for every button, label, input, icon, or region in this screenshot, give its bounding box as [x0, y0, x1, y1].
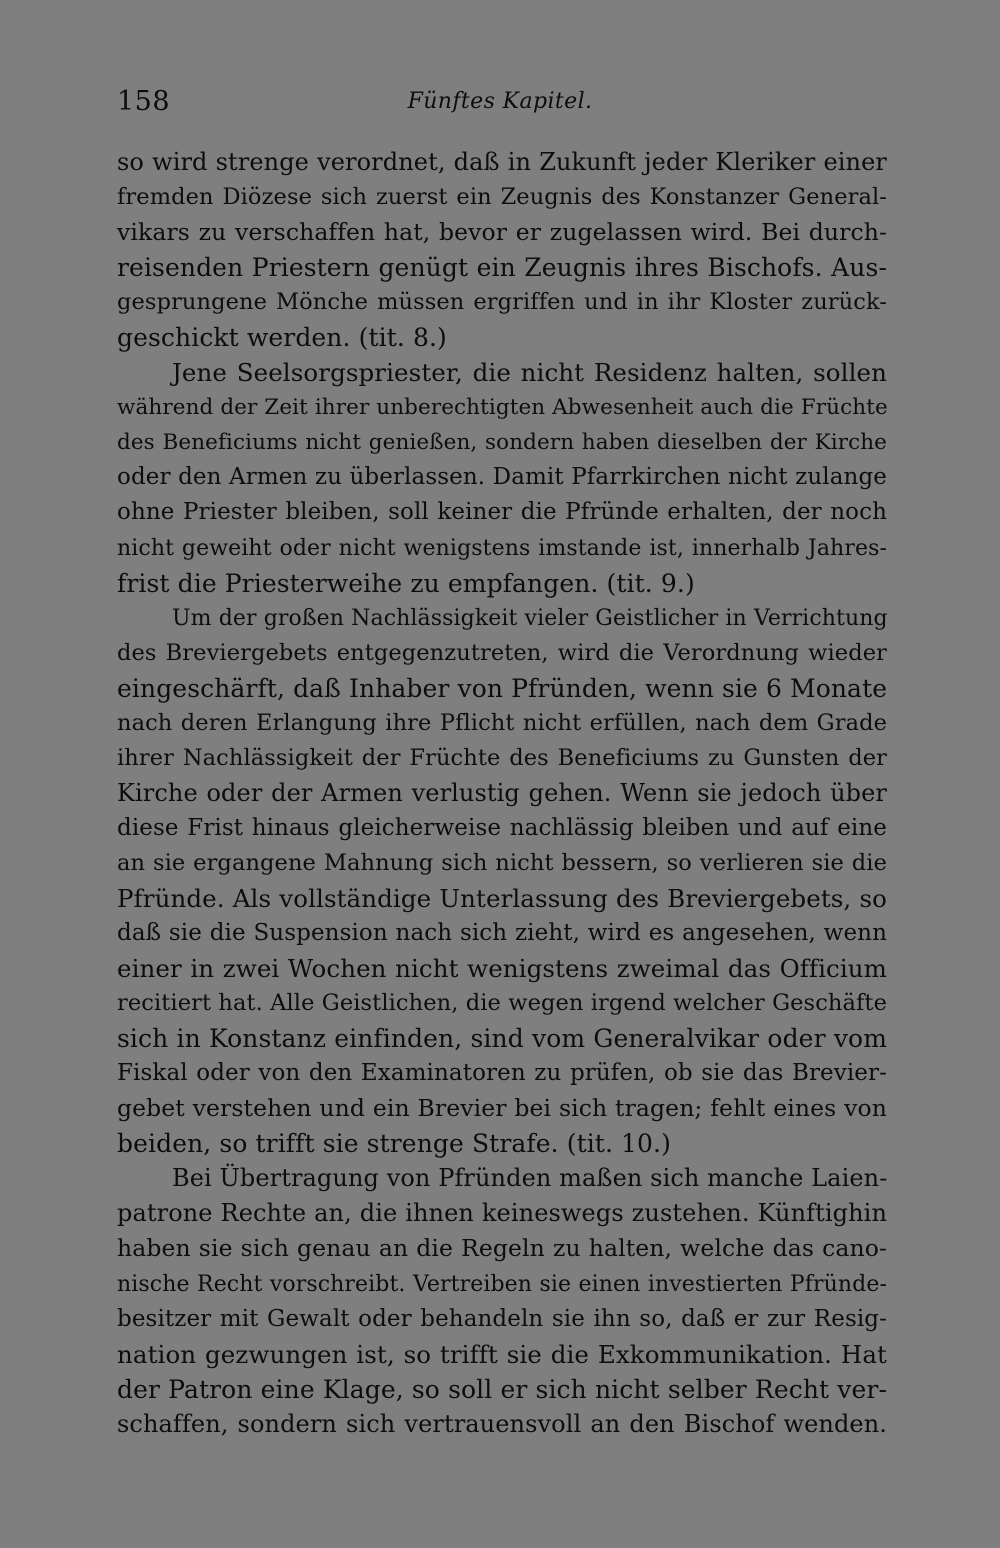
text-line: haben sie sich genau an die Regeln zu halten, welche das cano- [117, 1234, 887, 1263]
text-line: des Beneficiums nicht genießen, sondern haben dieselben der Kirche [117, 430, 887, 456]
text-line: frist die Priesterweihe zu empfangen. (tit. 9.) [117, 568, 695, 598]
text-line: reisenden Priestern genügt ein Zeugnis ihres Bischofs. Aus- [117, 253, 887, 283]
text-line: Pfründe. Als vollständige Unterlassung des Breviergebets, so [117, 883, 887, 913]
page-number: 158 [117, 86, 171, 117]
text-line: schaffen, sondern sich vertrauensvoll an den Bischof wenden. [117, 1409, 887, 1438]
text-line: nicht geweiht oder nicht wenigstens imstande ist, innerhalb Jahres- [117, 535, 887, 561]
text-line: Um der großen Nachlässigkeit vieler Geistlicher in Verrichtung [172, 605, 888, 631]
text-line: nische Recht vorschreibt. Vertreiben sie einen investierten Pfründe- [117, 1271, 887, 1297]
text-line: fremden Diözese sich zuerst ein Zeugnis des Konstanzer General- [117, 184, 887, 211]
text-line: vikars zu verschaffen hat, bevor er zugelassen wird. Bei durch- [117, 218, 887, 247]
text-line: gebet verstehen und ein Brevier bei sich tragen; fehlt eines von [117, 1094, 887, 1123]
text-line: oder den Armen zu überlassen. Damit Pfarrkirchen nicht zulange [117, 464, 887, 491]
running-title: Fünftes Kapitel. [407, 89, 593, 114]
text-line: gesprungene Mönche müssen ergriffen und in ihr Kloster zurück- [117, 289, 887, 316]
text-line: geschickt werden. (tit. 8.) [117, 323, 447, 353]
text-line: patrone Rechte an, die ihnen keineswegs zustehen. Künftighin [117, 1199, 887, 1228]
text-line: der Patron eine Klage, so soll er sich nicht selber Recht ver- [117, 1374, 887, 1404]
text-line: recitiert hat. Alle Geistlichen, die wegen irgend welcher Geschäfte [117, 990, 887, 1017]
text-line: an sie ergangene Mahnung sich nicht bessern, so verlieren sie die [117, 849, 887, 876]
text-line: Bei Übertragung von Pfründen maßen sich manche Laien- [172, 1164, 888, 1193]
text-line: nach deren Erlangung ihre Pflicht nicht erfüllen, nach dem Grade [117, 709, 887, 736]
text-line: einer in zwei Wochen nicht wenigstens zweimal das Officium [117, 954, 887, 984]
text-line: ihrer Nachlässigkeit der Früchte des Beneficiums zu Gunsten der [117, 744, 887, 771]
text-line: ohne Priester bleiben, soll keiner die Pfründe erhalten, der noch [117, 499, 887, 526]
text-line: daß sie die Suspension nach sich zieht, wird es angesehen, wenn [117, 920, 887, 947]
text-line: sich in Konstanz einfinden, sind vom Generalvikar oder vom [117, 1024, 887, 1054]
text-line: diese Frist hinaus gleicherweise nachlässig bleiben und auf eine [117, 814, 887, 841]
text-line: Fiskal oder von den Examinatoren zu prüfen, ob sie das Brevier- [117, 1060, 887, 1087]
text-line: während der Zeit ihrer unberechtigten Abwesenheit auch die Früchte [117, 395, 888, 421]
text-line: eingeschärft, daß Inhaber von Pfründen, wenn sie 6 Monate [117, 673, 888, 703]
text-line: so wird strenge verordnet, daß in Zukunft jeder Kleriker einer [117, 148, 887, 176]
text-line: beiden, so trifft sie strenge Strafe. (tit. 10.) [117, 1129, 671, 1159]
body-text [117, 145, 887, 1442]
text-line: Jene Seelsorgspriester, die nicht Residenz halten, sollen [172, 358, 887, 388]
text-line: nation gezwungen ist, so trifft sie die Exkommunikation. Hat [117, 1339, 887, 1369]
text-line: Kirche oder der Armen verlustig gehen. Wenn sie jedoch über [117, 778, 887, 807]
text-line: des Breviergebets entgegenzutreten, wird die Verordnung wieder [117, 639, 887, 666]
text-line: besitzer mit Gewalt oder behandeln sie ihn so, daß er zur Resig- [117, 1305, 887, 1332]
